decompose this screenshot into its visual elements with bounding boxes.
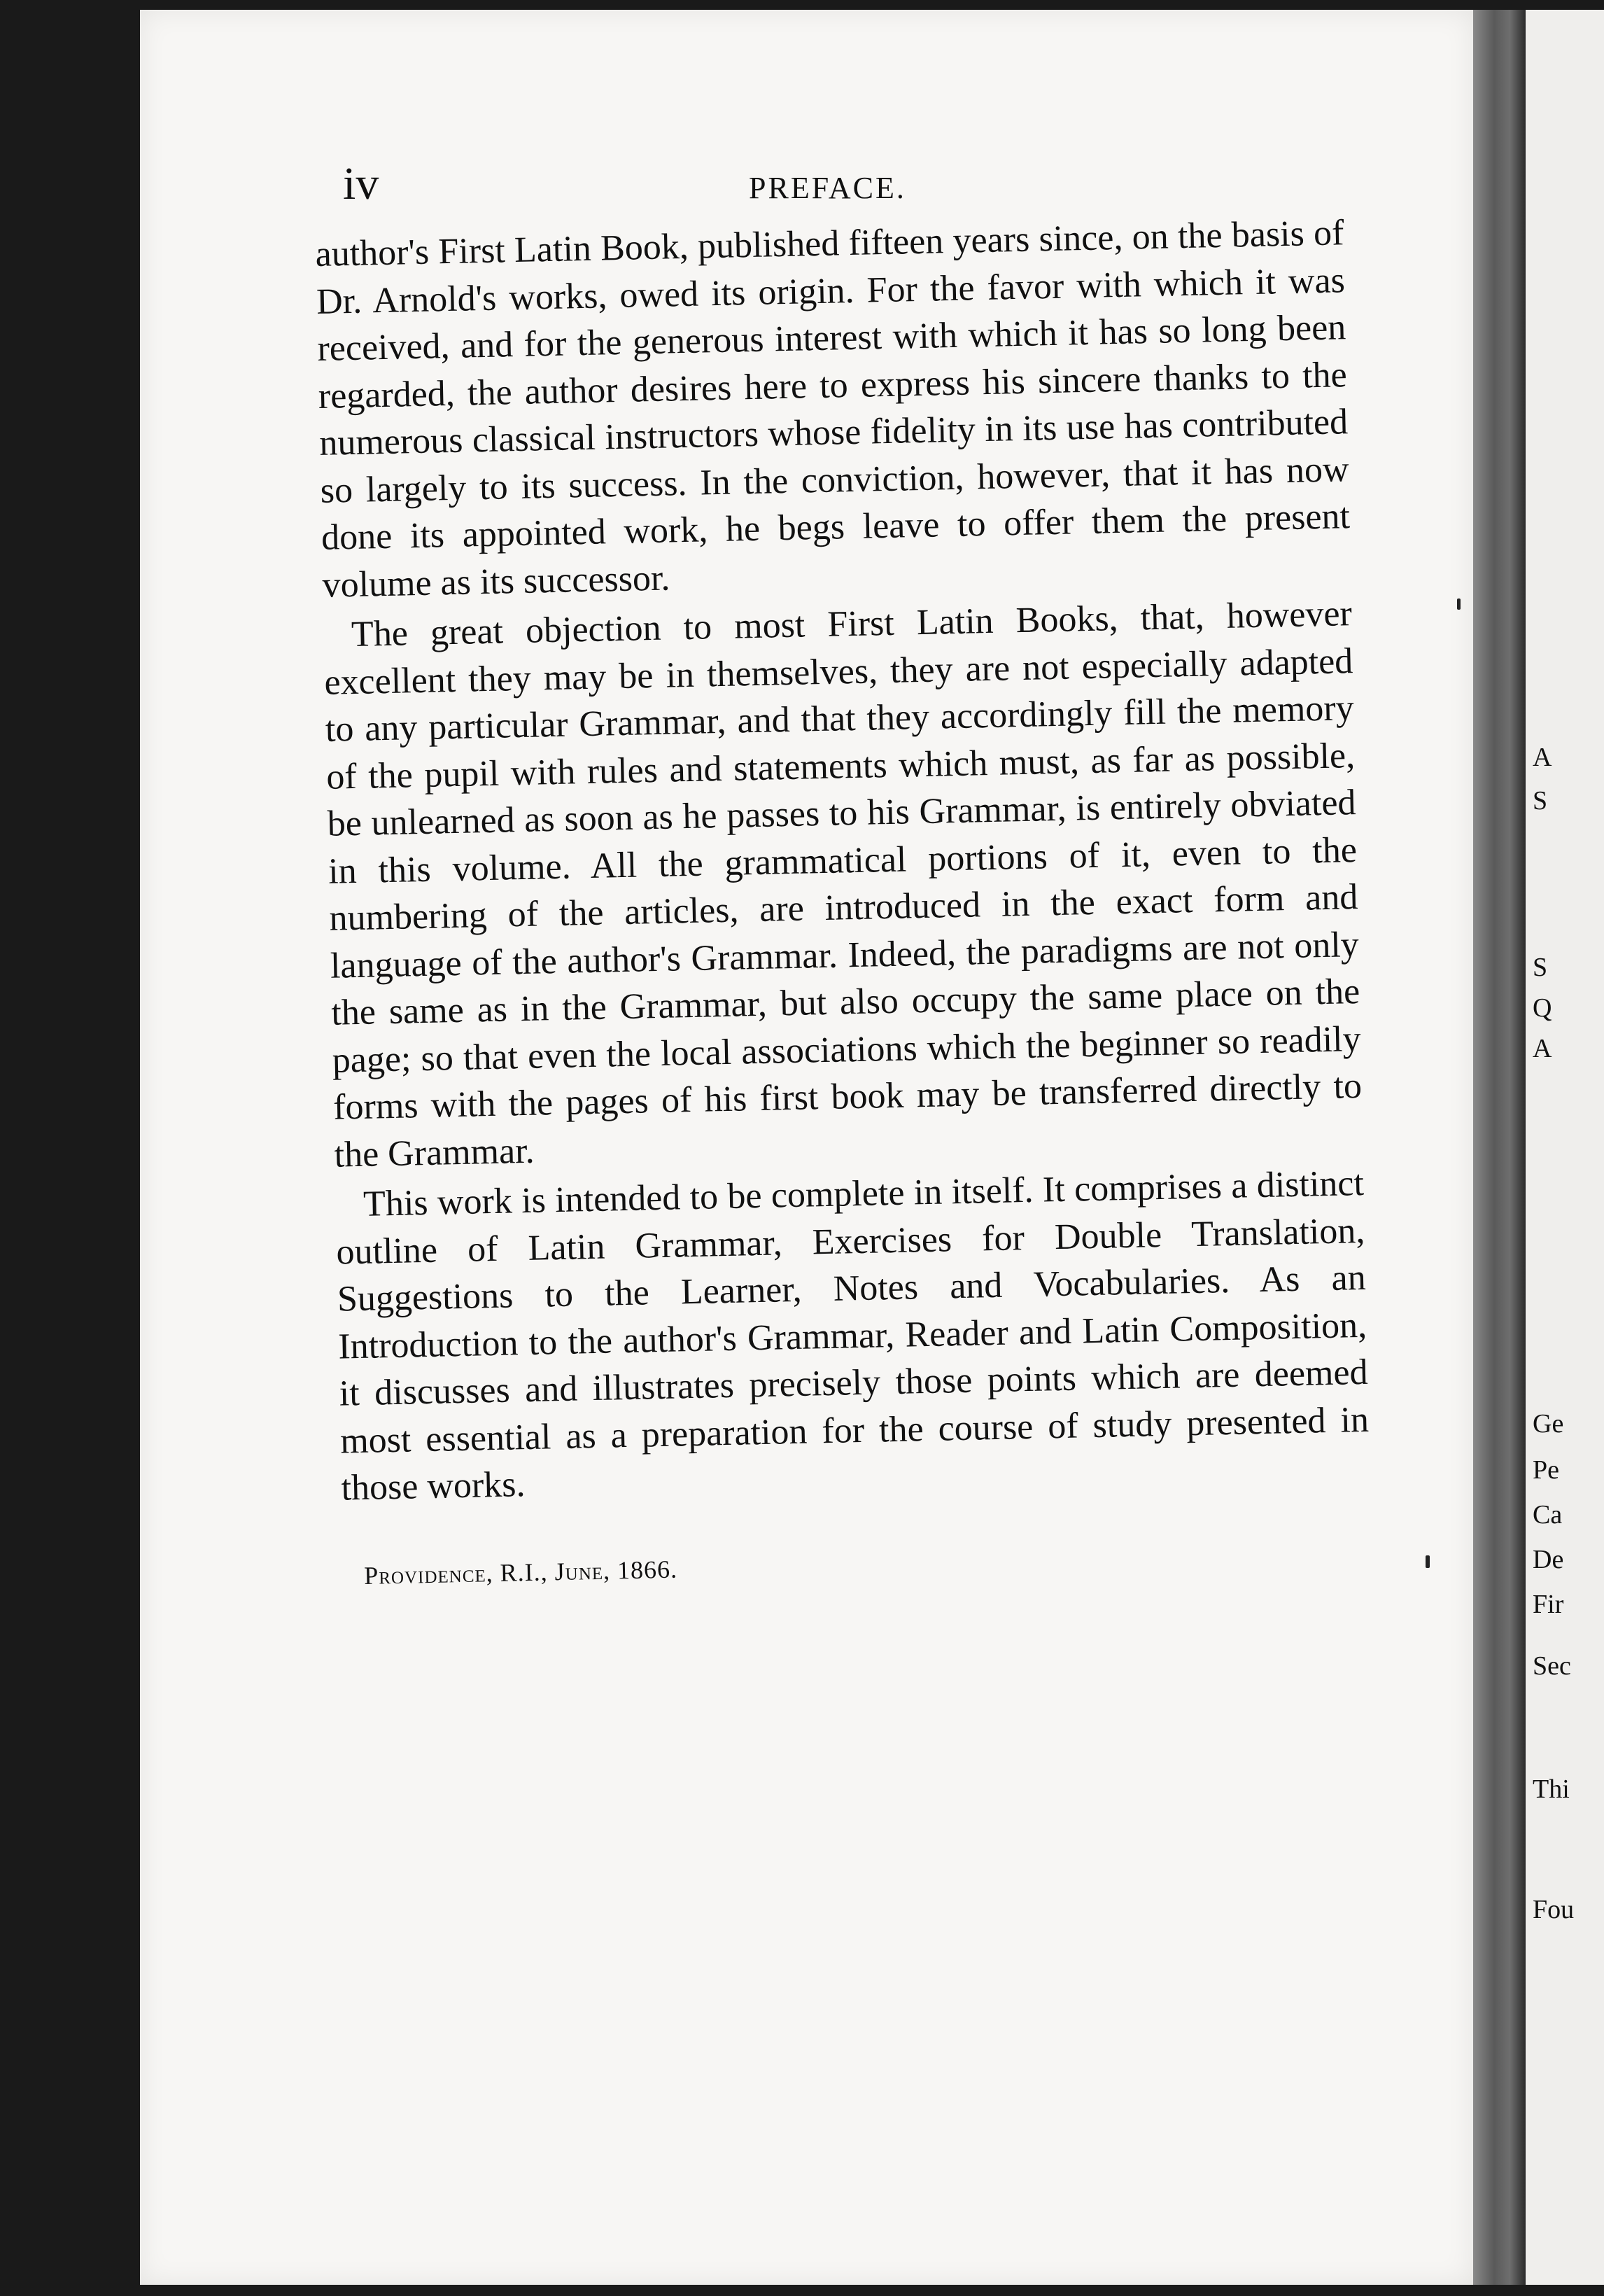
running-head: PREFACE. <box>749 171 906 205</box>
adjacent-page <box>1526 10 1604 2285</box>
dateline: Providence, R.I., June, 1866. <box>363 1555 678 1590</box>
adjacent-page-fragment: A <box>1533 743 1552 772</box>
adjacent-page-fragment: Ge <box>1533 1409 1564 1438</box>
scan-speck <box>1426 1555 1430 1568</box>
paragraph-2: The great objection to most First Latin Books, that, however excellent they may be in themselves, they are not especially adapted to any particular Grammar, and that they accordingly fill the memory of the pupil with rules and statements which must, as far as possible, be unlearned as soon as he passes to his Grammar, is entirely obviated in this volume. All the grammatical portions of it, even to the numbering of the articles, are introduced in the exact form and language of the author's Grammar. Indeed, the paradigms are not only the same as in the Grammar, but also occupy the same place on the page; so that even the local associations which the beginner so readily forms with the pages of his first book may be transferred directly to the Grammar. <box>323 594 1363 1175</box>
adjacent-page-fragment: Fou <box>1533 1895 1575 1924</box>
adjacent-page-fragment: De <box>1533 1545 1564 1574</box>
adjacent-page-fragment: Q <box>1533 993 1552 1023</box>
adjacent-page-fragment: Thi <box>1533 1774 1570 1804</box>
paragraph-3: This work is intended to be complete in itself. It comprises a distinct outline of Latin Grammar, Exercises for Double Translation, Suggestions to the Learner, Notes and Vocabularies. As an Introduction to the author's Grammar, Reader and Latin Composition, it discusses and illustrates precisely those points which are deemed most essential as a preparation for the course of study presented in those works. <box>335 1163 1370 1508</box>
book-gutter <box>1473 10 1526 2285</box>
scan-speck <box>1457 598 1461 610</box>
adjacent-page-fragment: A <box>1533 1034 1552 1063</box>
page-number: iv <box>343 158 379 209</box>
adjacent-page-fragment: S <box>1533 786 1548 816</box>
adjacent-page-fragment: Ca <box>1533 1500 1563 1530</box>
adjacent-page-fragment: Fir <box>1533 1590 1564 1619</box>
preface-body <box>315 209 1372 1600</box>
adjacent-page-fragment: Pe <box>1533 1455 1559 1485</box>
paragraph-1: author's First Latin Book, published fifteen years since, on the basis of Dr. Arnold's works, owed its origin. For the favor with which it was received, and for the generous interest with which it has so long been regarded, the author desires here to express his sincere thanks to the numerous classical instructors whose fidelity in its use has contributed so largely to its success. In the conviction, however, that it has now done its appointed work, he begs leave to offer them the present volume as its successor. <box>315 213 1351 606</box>
adjacent-page-fragment: S <box>1533 953 1548 982</box>
adjacent-page-fragment: Sec <box>1533 1651 1571 1681</box>
